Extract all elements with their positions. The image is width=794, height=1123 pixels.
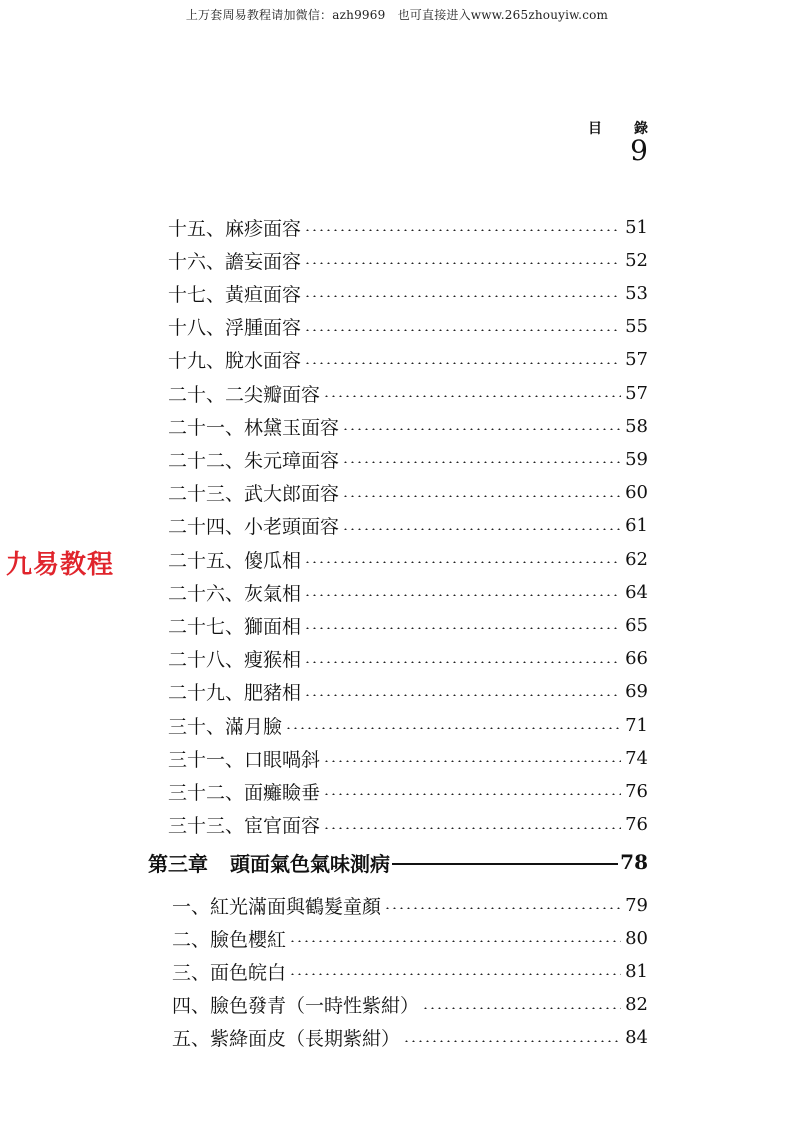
toc-entry-title: 十六、譫妄面容 xyxy=(168,250,302,273)
header-label-mu: 目 xyxy=(588,121,602,137)
dot-leader xyxy=(304,295,621,297)
toc-entry-title: 二十八、瘦猴相 xyxy=(168,649,302,672)
toc-entry[interactable] xyxy=(168,378,648,408)
dot-leader xyxy=(304,627,621,629)
toc-entry[interactable] xyxy=(172,956,648,986)
toc-entry-title: 十八、浮腫面容 xyxy=(168,317,302,340)
toc-entry-page: 51 xyxy=(625,216,648,238)
toc-entry[interactable] xyxy=(168,245,648,275)
dot-leader xyxy=(403,1040,621,1042)
toc-entry-title: 三十二、面癱瞼垂 xyxy=(168,781,321,804)
page-number: 9 xyxy=(630,134,648,167)
toc-entry-page: 80 xyxy=(625,927,648,949)
dot-leader xyxy=(304,694,621,696)
toc-entry[interactable] xyxy=(168,312,648,342)
toc-entry-page: 58 xyxy=(625,415,648,437)
toc-entry[interactable] xyxy=(172,923,648,953)
toc-entry-title: 二十七、獅面相 xyxy=(168,615,302,638)
toc-entry-title: 三十、滿月臉 xyxy=(168,715,283,738)
toc-entry-page: 60 xyxy=(625,482,648,504)
toc-entry[interactable] xyxy=(168,511,648,541)
toc-entry-page: 81 xyxy=(625,960,648,982)
toc-entry[interactable] xyxy=(168,810,648,840)
toc-entry-page: 76 xyxy=(625,814,648,836)
toc-entry-page: 61 xyxy=(625,515,648,537)
toc-entry[interactable] xyxy=(168,345,648,375)
toc-entry[interactable] xyxy=(168,478,648,508)
dot-leader xyxy=(304,594,621,596)
toc-entry-page: 53 xyxy=(625,282,648,304)
toc-entry-page: 59 xyxy=(625,448,648,470)
dot-leader xyxy=(342,428,621,430)
toc-entry-title: 五、紫絳面皮（長期紫紺） xyxy=(172,1028,401,1051)
dot-leader xyxy=(323,395,621,397)
toc-entry-title: 二十二、朱元璋面容 xyxy=(168,449,340,472)
toc-entry[interactable] xyxy=(172,1023,648,1053)
toc-entry-page: 62 xyxy=(625,548,648,570)
toc-entry[interactable] xyxy=(168,677,648,707)
chapter-name: 頭面氣色氣味測病 xyxy=(230,851,390,876)
dot-leader xyxy=(304,561,621,563)
toc-entry[interactable] xyxy=(168,212,648,242)
toc-entry-title: 三十三、宦官面容 xyxy=(168,815,321,838)
toc-entry-title: 十五、麻疹面容 xyxy=(168,217,302,240)
toc-entry-page: 64 xyxy=(625,581,648,603)
toc-entry-page: 74 xyxy=(625,747,648,769)
dot-leader xyxy=(304,262,621,264)
dot-leader xyxy=(342,495,621,497)
toc-entry-page: 71 xyxy=(625,714,648,736)
dot-leader xyxy=(342,461,621,463)
dot-leader xyxy=(304,229,621,231)
chapter-title xyxy=(148,848,390,877)
toc-entry-page: 57 xyxy=(625,349,648,371)
chapter-heading[interactable] xyxy=(148,847,648,877)
toc-entry-title: 二十四、小老頭面容 xyxy=(168,516,340,539)
header-label-lu: 錄 xyxy=(634,121,648,137)
dot-leader xyxy=(289,973,621,975)
toc-entry-page: 52 xyxy=(625,249,648,271)
dot-leader xyxy=(304,362,621,364)
toc-entry-page: 82 xyxy=(625,994,648,1016)
toc-entry-title: 二十、二尖瓣面容 xyxy=(168,383,321,406)
dot-leader xyxy=(422,1007,621,1009)
toc-entry-title: 二十三、武大郎面容 xyxy=(168,483,340,506)
dot-leader xyxy=(323,827,621,829)
toc-entry-title: 二十一、林黛玉面容 xyxy=(168,416,340,439)
toc-entry-title: 三、面色皖白 xyxy=(172,961,287,984)
toc-entry-page: 84 xyxy=(625,1027,648,1049)
toc-entry[interactable] xyxy=(168,710,648,740)
toc-entry-page: 76 xyxy=(625,780,648,802)
chapter-leader-line xyxy=(392,863,618,865)
toc-entry-title: 十九、脫水面容 xyxy=(168,350,302,373)
chapter-label: 第三章 xyxy=(148,851,208,876)
toc-entry[interactable] xyxy=(168,577,648,607)
dot-leader xyxy=(289,940,621,942)
toc-entry[interactable] xyxy=(168,411,648,441)
dot-leader xyxy=(323,760,621,762)
toc-entry-title: 四、臉色發青（一時性紫紺） xyxy=(172,995,420,1018)
dot-leader xyxy=(304,661,621,663)
toc-entry-page: 65 xyxy=(625,614,648,636)
toc-entry-title: 一、紅光滿面與鶴髮童顏 xyxy=(172,895,382,918)
dot-leader xyxy=(285,727,621,729)
dot-leader xyxy=(304,329,621,331)
toc-entry[interactable] xyxy=(172,890,648,920)
toc-entry[interactable] xyxy=(168,644,648,674)
dot-leader xyxy=(323,793,621,795)
toc-entry[interactable] xyxy=(168,610,648,640)
chapter-page: 78 xyxy=(620,850,648,874)
toc-entry-title: 二、臉色櫻紅 xyxy=(172,928,287,951)
toc-entry-page: 69 xyxy=(625,681,648,703)
watermark-logo: 九易教程 xyxy=(6,550,115,580)
toc-entry[interactable] xyxy=(168,278,648,308)
toc-entry-page: 55 xyxy=(625,316,648,338)
toc-entry[interactable] xyxy=(172,990,648,1020)
toc-entry-page: 57 xyxy=(625,382,648,404)
toc-entry[interactable] xyxy=(168,776,648,806)
dot-leader xyxy=(342,528,621,530)
toc-entry[interactable] xyxy=(168,444,648,474)
toc-entry[interactable] xyxy=(168,743,648,773)
toc-entry-title: 二十九、肥豬相 xyxy=(168,682,302,705)
toc-entry-page: 79 xyxy=(625,894,648,916)
toc-entry-title: 三十一、口眼喎斜 xyxy=(168,748,321,771)
top-banner: 上万套周易教程请加微信：azh9969 也可直接进入www.265zhouyiw.com xyxy=(185,8,609,22)
toc-entry-title: 二十六、灰氣相 xyxy=(168,582,302,605)
dot-leader xyxy=(384,907,621,909)
toc-entry-title: 十七、黃疸面容 xyxy=(168,283,302,306)
toc-entry-page: 66 xyxy=(625,648,648,670)
toc-entry[interactable] xyxy=(168,544,648,574)
toc-entry-title: 二十五、傻瓜相 xyxy=(168,549,302,572)
